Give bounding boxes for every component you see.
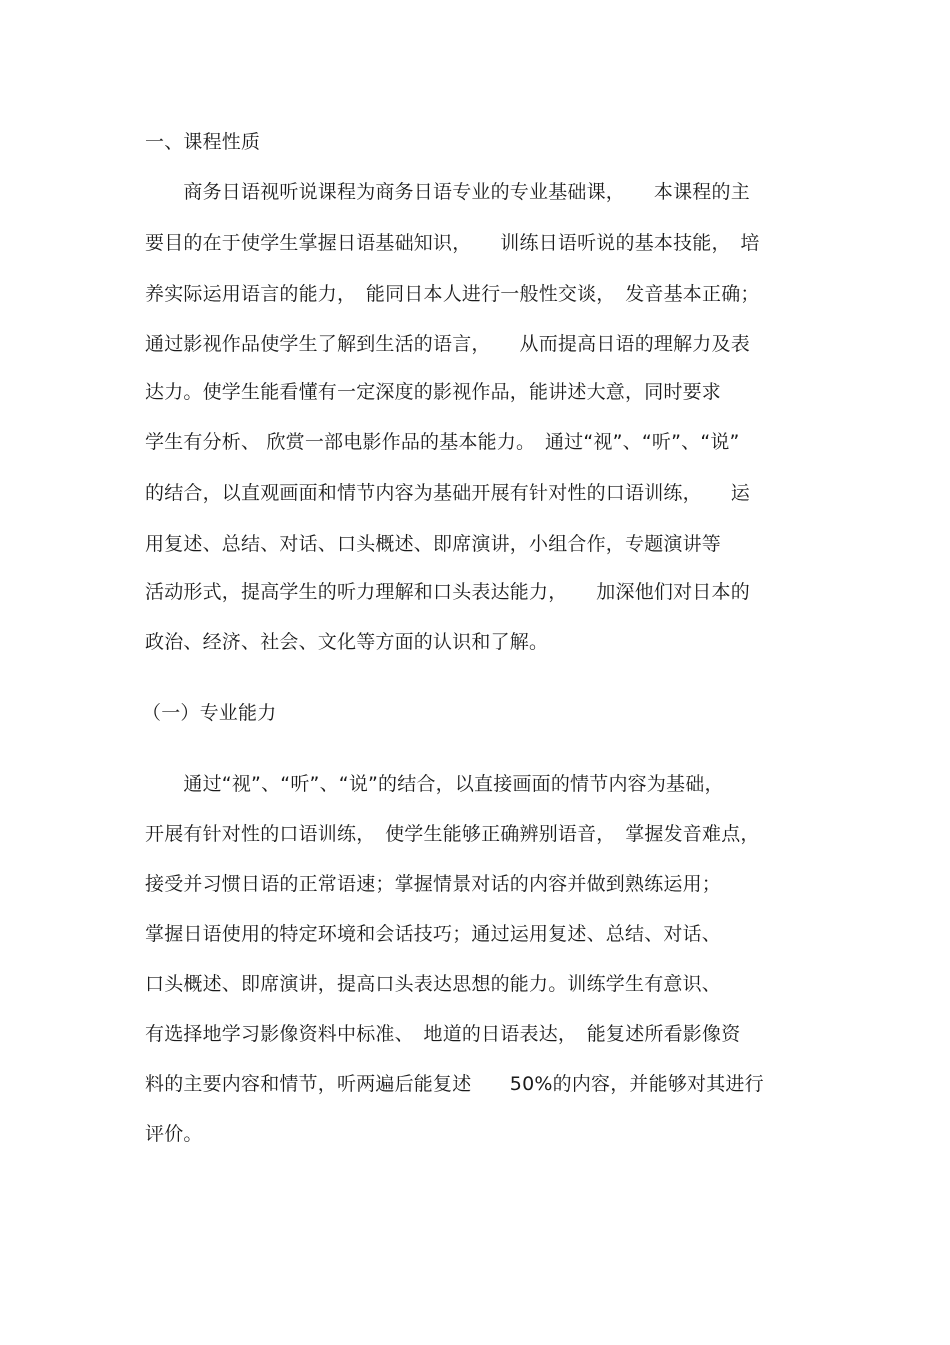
paragraph-line: 通过“视”、“听”、“说”的结合，以直接画面的情节内容为基础，: [145, 773, 724, 795]
paragraph-line: 有选择地学习影像资料中标准、 地道的日语表达， 能复述所看影像资: [145, 1023, 741, 1045]
paragraph-line: 接受并习惯日语的正常语速；掌握情景对话的内容并做到熟练运用；: [145, 873, 722, 895]
paragraph-line: 的结合，以直观画面和情节内容为基础开展有针对性的口语训练， 运: [145, 482, 750, 504]
paragraph-line: 政治、经济、社会、文化等方面的认识和了解。: [145, 631, 549, 653]
section-heading-professional-ability: （一）专业能力: [142, 702, 277, 724]
paragraph-line: 口头概述、即席演讲，提高口头表达思想的能力。训练学生有意识、: [145, 973, 722, 995]
paragraph-line: 活动形式，提高学生的听力理解和口头表达能力， 加深他们对日本的: [145, 581, 750, 603]
paragraph-line: 要目的在于使学生掌握日语基础知识， 训练日语听说的基本技能， 培: [145, 232, 760, 254]
section-heading-course-nature: 一、课程性质: [145, 131, 261, 153]
paragraph-line: 商务日语视听说课程为商务日语专业的专业基础课， 本课程的主: [145, 181, 750, 203]
paragraph-line: 学生有分析、 欣赏一部电影作品的基本能力。 通过“视”、“听”、“说”: [145, 431, 740, 453]
paragraph-line: 评价。: [145, 1123, 203, 1145]
paragraph-line: 通过影视作品使学生了解到生活的语言， 从而提高日语的理解力及表: [145, 333, 750, 355]
paragraph-line: 养实际运用语言的能力， 能同日本人进行一般性交谈， 发音基本正确；: [145, 283, 760, 305]
paragraph-line: 料的主要内容和情节，听两遍后能复述 50%的内容，并能够对其进行: [145, 1073, 764, 1095]
paragraph-line: 开展有针对性的口语训练， 使学生能够正确辨别语音， 掌握发音难点，: [145, 823, 760, 845]
paragraph-line: 达力。使学生能看懂有一定深度的影视作品，能讲述大意，同时要求: [145, 381, 722, 403]
paragraph-line: 用复述、总结、对话、口头概述、即席演讲，小组合作，专题演讲等: [145, 533, 722, 555]
paragraph-line: 掌握日语使用的特定环境和会话技巧；通过运用复述、总结、对话、: [145, 923, 722, 945]
